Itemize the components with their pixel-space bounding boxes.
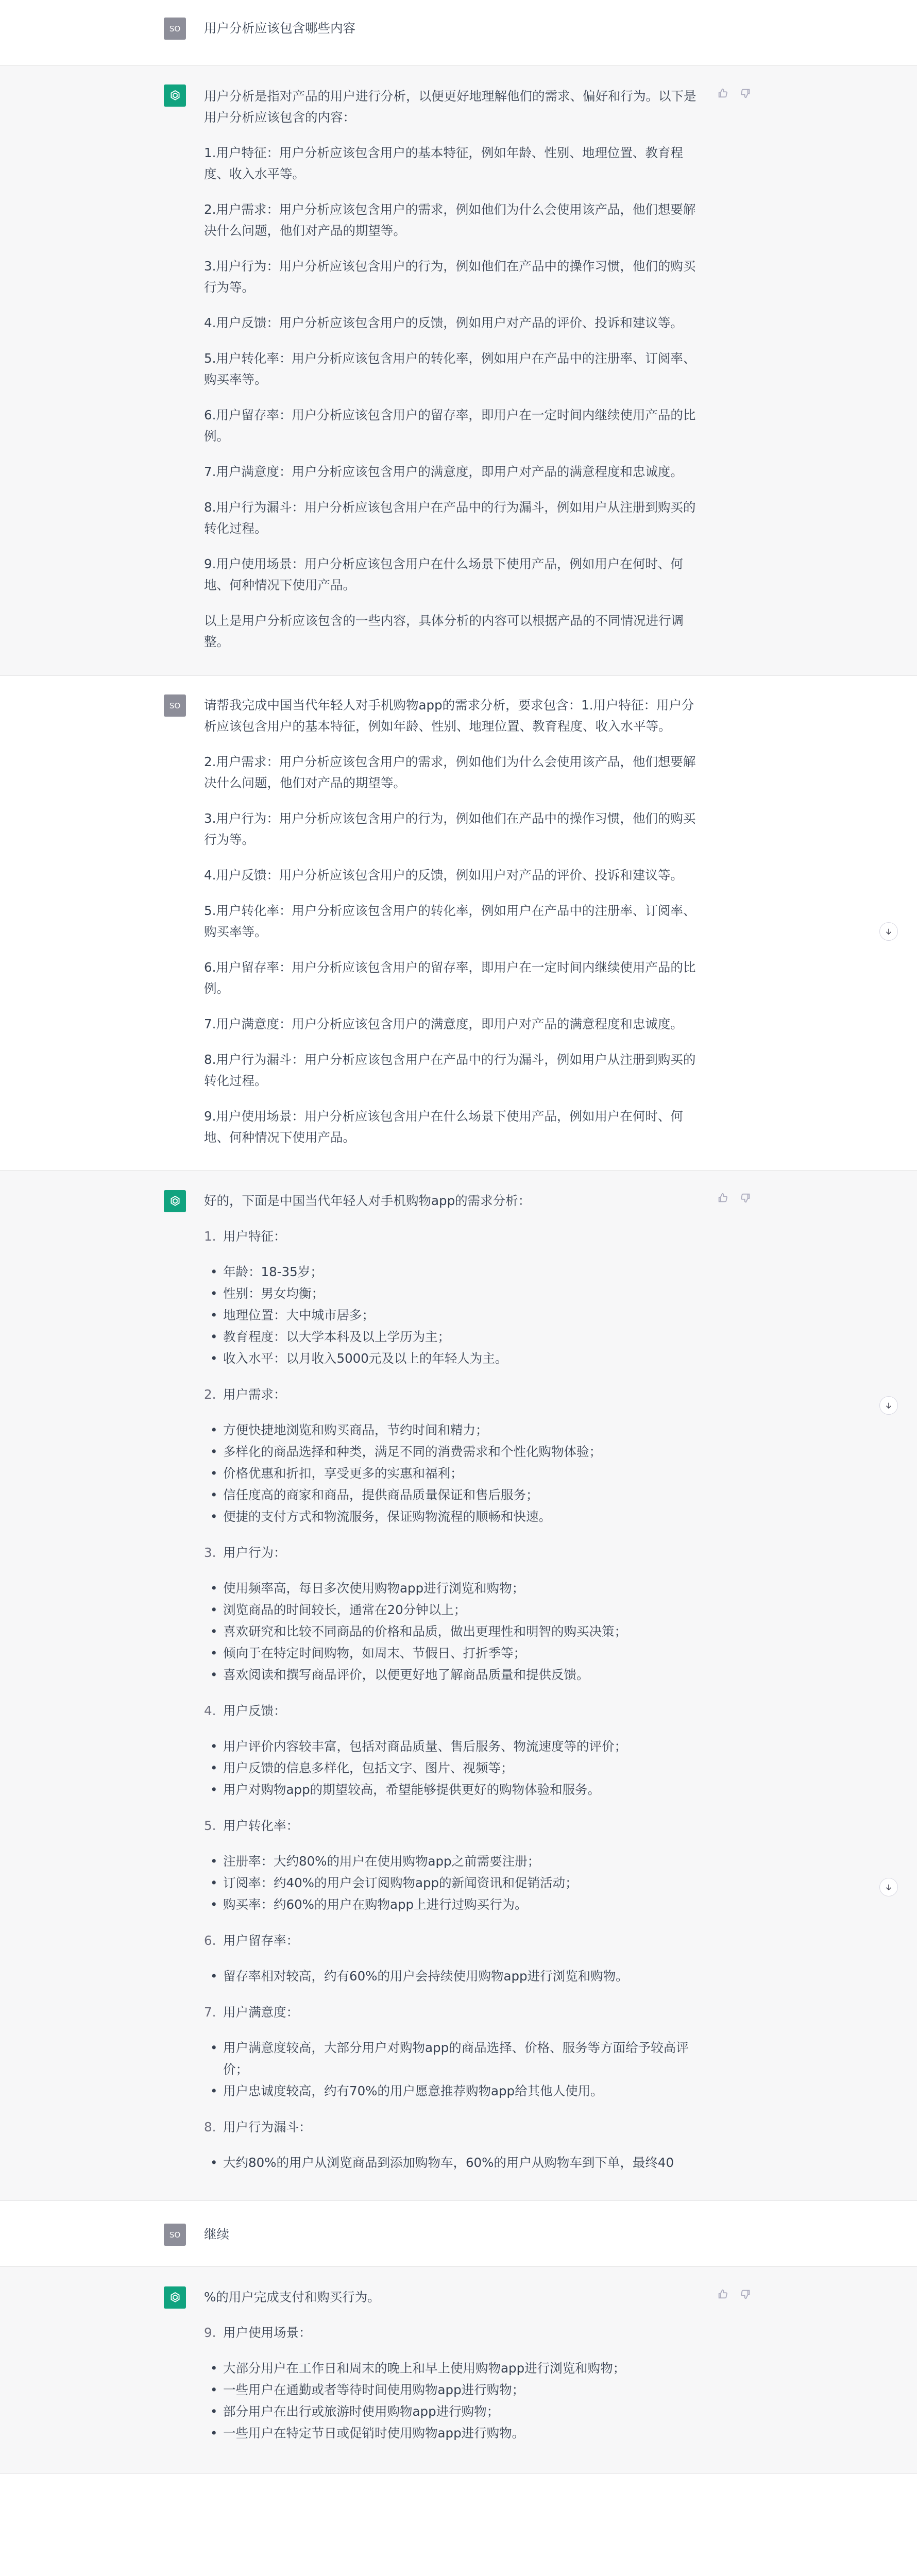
message-text <box>204 2224 702 2245</box>
message-paragraph: 5.用户转化率：用户分析应该包含用户的转化率，例如用户在产品中的注册率、订阅率、购买率等。 <box>204 351 696 387</box>
section-heading <box>204 1815 702 1836</box>
arrow-down-icon <box>884 927 893 936</box>
openai-logo-icon <box>168 89 182 103</box>
bullet-list <box>209 1261 702 1369</box>
list-item: • 订阅率：约40%的用户会订阅购物app的新闻资讯和促销活动； <box>209 1872 702 1894</box>
arrow-down-icon <box>884 1401 893 1410</box>
bullet-list <box>209 1736 702 1801</box>
section-number: 2. <box>204 1387 216 1402</box>
section-number: 6. <box>204 1933 216 1948</box>
openai-logo-icon <box>168 1194 182 1209</box>
message-paragraph: 7.用户满意度：用户分析应该包含用户的满意度，即用户对产品的满意程度和忠诚度。 <box>204 464 683 479</box>
list-item: • 部分用户在出行或旅游时使用购物app进行购物； <box>209 2401 702 2422</box>
list-item: • 教育程度：以大学本科及以上学历为主； <box>209 1326 702 1348</box>
user-avatar-initials: SO <box>169 701 181 710</box>
message-paragraph: 2.用户需求：用户分析应该包含用户的需求，例如他们为什么会使用该产品，他们想要解决什么问题，他们对产品的期望等。 <box>204 754 696 790</box>
message-intro: %的用户完成支付和购买行为。 <box>204 2290 380 2304</box>
assistant-message-3 <box>0 2267 917 2474</box>
user-message-3 <box>0 2201 917 2267</box>
message-paragraph: 1.用户特征：用户分析应该包含用户的基本特征，例如年龄、性别、地理位置、教育程度、收入水平等。 <box>204 145 683 181</box>
thumbs-up-icon[interactable] <box>716 2287 729 2301</box>
bullet-list <box>209 2152 702 2174</box>
section-heading <box>204 1930 702 1951</box>
section-number: 5. <box>204 1818 216 1833</box>
message-paragraph: 用户分析是指对产品的用户进行分析，以便更好地理解他们的需求、偏好和行为。以下是用户分析应该包含的内容： <box>204 89 697 125</box>
list-item: • 使用频率高，每日多次使用购物app进行浏览和购物； <box>209 1578 702 1599</box>
section-title: 用户行为： <box>223 1545 286 1560</box>
user-avatar-initials: SO <box>169 2230 181 2240</box>
thumbs-down-icon[interactable] <box>739 2287 752 2301</box>
message-paragraph: 8.用户行为漏斗：用户分析应该包含用户在产品中的行为漏斗，例如用户从注册到购买的转化过程。 <box>204 1052 696 1088</box>
section-number: 1. <box>204 1229 216 1244</box>
section-title: 用户转化率： <box>223 1818 299 1833</box>
section-title: 用户特征： <box>223 1229 286 1244</box>
message-paragraph: 9.用户使用场景：用户分析应该包含用户在什么场景下使用产品，例如用户在何时、何地、何种情况下使用产品。 <box>204 556 683 592</box>
list-item: • 留存率相对较高，约有60%的用户会持续使用购物app进行浏览和购物。 <box>209 1965 702 1987</box>
list-item: • 注册率：大约80%的用户在使用购物app之前需要注册； <box>209 1851 702 1872</box>
list-item: • 一些用户在特定节日或促销时使用购物app进行购物。 <box>209 2422 702 2444</box>
message-text <box>204 694 702 1148</box>
list-item: • 地理位置：大中城市居多； <box>209 1304 702 1326</box>
section-number: 3. <box>204 1545 216 1560</box>
message-text <box>204 2286 702 2459</box>
thumbs-up-icon[interactable] <box>716 1191 729 1205</box>
section-title: 用户使用场景： <box>223 2325 312 2340</box>
bullet-list <box>209 1419 702 1528</box>
assistant-message-2 <box>0 1171 917 2201</box>
list-item: • 年龄：18-35岁； <box>209 1261 702 1283</box>
message-paragraph: 请帮我完成中国当代年轻人对手机购物app的需求分析，要求包含：1.用户特征：用户分析应该包含用户的基本特征，例如年龄、性别、地理位置、教育程度、收入水平等。 <box>204 698 694 734</box>
scroll-to-bottom-button[interactable] <box>879 922 898 941</box>
list-item: • 用户评价内容较丰富，包括对商品质量、售后服务、物流速度等的评价； <box>209 1736 702 1757</box>
list-item: • 用户反馈的信息多样化，包括文字、图片、视频等； <box>209 1757 702 1779</box>
user-avatar <box>164 694 186 717</box>
message-paragraph: 用户分析应该包含哪些内容 <box>204 21 355 36</box>
bullet-list <box>209 1578 702 1686</box>
user-message-2 <box>0 676 917 1171</box>
user-message-1 <box>0 0 917 66</box>
message-paragraph: 2.用户需求：用户分析应该包含用户的需求，例如他们为什么会使用该产品，他们想要解决什么问题，他们对产品的期望等。 <box>204 202 696 238</box>
feedback-controls <box>716 2287 752 2301</box>
message-text <box>204 86 702 652</box>
bullet-list <box>209 1851 702 1916</box>
thumbs-down-icon[interactable] <box>739 1191 752 1205</box>
thumbs-down-icon[interactable] <box>739 87 752 100</box>
message-paragraph: 9.用户使用场景：用户分析应该包含用户在什么场景下使用产品，例如用户在何时、何地、何种情况下使用产品。 <box>204 1109 683 1145</box>
section-title: 用户留存率： <box>223 1933 299 1948</box>
section-title: 用户满意度： <box>223 2005 299 2020</box>
list-item: • 倾向于在特定时间购物，如周末、节假日、打折季等； <box>209 1642 702 1664</box>
section-number: 8. <box>204 2120 216 2134</box>
message-text <box>204 18 702 39</box>
scroll-to-bottom-button[interactable] <box>879 1396 898 1415</box>
user-avatar <box>164 2224 186 2246</box>
section-heading <box>204 1226 702 1247</box>
list-item: • 喜欢研究和比较不同商品的价格和品质，做出更理性和明智的购买决策； <box>209 1621 702 1642</box>
section-number: 4. <box>204 1703 216 1718</box>
message-paragraph: 以上是用户分析应该包含的一些内容，具体分析的内容可以根据产品的不同情况进行调整。 <box>204 613 684 649</box>
section-heading <box>204 1384 702 1405</box>
list-item: • 价格优惠和折扣，享受更多的实惠和福利； <box>209 1463 702 1484</box>
openai-logo-icon <box>168 2291 182 2305</box>
section-heading <box>204 1542 702 1563</box>
section-heading <box>204 1700 702 1721</box>
bullet-list <box>209 1965 702 1987</box>
list-item: • 喜欢阅读和撰写商品评价，以便更好地了解商品质量和提供反馈。 <box>209 1664 702 1686</box>
message-paragraph: 7.用户满意度：用户分析应该包含用户的满意度，即用户对产品的满意程度和忠诚度。 <box>204 1016 683 1031</box>
message-paragraph: 4.用户反馈：用户分析应该包含用户的反馈，例如用户对产品的评价、投诉和建议等。 <box>204 868 683 883</box>
list-item: • 大约80%的用户从浏览商品到添加购物车，60%的用户从购物车到下单，最终40 <box>209 2152 702 2174</box>
list-item: • 性别：男女均衡； <box>209 1283 702 1304</box>
message-paragraph: 继续 <box>204 2227 229 2242</box>
user-avatar <box>164 18 186 40</box>
section-heading <box>204 2116 702 2138</box>
list-item: • 购买率：约60%的用户在购物app上进行过购买行为。 <box>209 1894 702 1916</box>
list-item: • 浏览商品的时间较长，通常在20分钟以上； <box>209 1599 702 1621</box>
list-item: • 便捷的支付方式和物流服务，保证购物流程的顺畅和快速。 <box>209 1506 702 1528</box>
arrow-down-icon <box>884 1883 893 1892</box>
message-paragraph: 5.用户转化率：用户分析应该包含用户的转化率，例如用户在产品中的注册率、订阅率、购买率等。 <box>204 903 696 939</box>
section-heading <box>204 2322 702 2343</box>
section-heading <box>204 2002 702 2023</box>
assistant-message-1 <box>0 66 917 676</box>
message-paragraph: 6.用户留存率：用户分析应该包含用户的留存率，即用户在一定时间内继续使用产品的比例。 <box>204 408 696 444</box>
message-paragraph: 3.用户行为：用户分析应该包含用户的行为，例如他们在产品中的操作习惯，他们的购买行为等。 <box>204 811 696 847</box>
user-avatar-initials: SO <box>169 24 181 33</box>
message-intro: 好的，下面是中国当代年轻人对手机购物app的需求分析： <box>204 1193 531 1208</box>
list-item: • 方便快捷地浏览和购买商品，节约时间和精力； <box>209 1419 702 1441</box>
message-paragraph: 4.用户反馈：用户分析应该包含用户的反馈，例如用户对产品的评价、投诉和建议等。 <box>204 315 683 330</box>
list-item: • 信任度高的商家和商品，提供商品质量保证和售后服务； <box>209 1484 702 1506</box>
list-item: • 一些用户在通勤或者等待时间使用购物app进行购物； <box>209 2379 702 2401</box>
section-title: 用户反馈： <box>223 1703 286 1718</box>
message-text <box>204 1190 702 2188</box>
bullet-list <box>209 2037 702 2102</box>
thumbs-up-icon[interactable] <box>716 87 729 100</box>
section-title: 用户行为漏斗： <box>223 2120 312 2134</box>
list-item: • 用户对购物app的期望较高，希望能够提供更好的购物体验和服务。 <box>209 1779 702 1801</box>
bullet-list <box>209 2358 702 2444</box>
list-item: • 收入水平：以月收入5000元及以上的年轻人为主。 <box>209 1348 702 1369</box>
message-paragraph: 6.用户留存率：用户分析应该包含用户的留存率，即用户在一定时间内继续使用产品的比例。 <box>204 960 696 996</box>
feedback-controls <box>716 87 752 100</box>
assistant-avatar <box>164 2286 186 2309</box>
section-title: 用户需求： <box>223 1387 286 1402</box>
scroll-to-bottom-button[interactable] <box>879 1878 898 1896</box>
message-paragraph: 8.用户行为漏斗：用户分析应该包含用户在产品中的行为漏斗，例如用户从注册到购买的转化过程。 <box>204 500 696 536</box>
list-item: • 大部分用户在工作日和周末的晚上和早上使用购物app进行浏览和购物； <box>209 2358 702 2379</box>
assistant-avatar <box>164 84 186 107</box>
message-paragraph: 3.用户行为：用户分析应该包含用户的行为，例如他们在产品中的操作习惯，他们的购买行为等。 <box>204 259 696 295</box>
feedback-controls <box>716 1191 752 1205</box>
section-number: 7. <box>204 2005 216 2020</box>
list-item: • 多样化的商品选择和种类，满足不同的消费需求和个性化购物体验； <box>209 1441 702 1463</box>
list-item: • 用户满意度较高，大部分用户对购物app的商品选择、价格、服务等方面给予较高评价； <box>209 2037 702 2080</box>
section-number: 9. <box>204 2325 216 2340</box>
assistant-avatar <box>164 1190 186 1212</box>
list-item: • 用户忠诚度较高，约有70%的用户愿意推荐购物app给其他人使用。 <box>209 2080 702 2102</box>
